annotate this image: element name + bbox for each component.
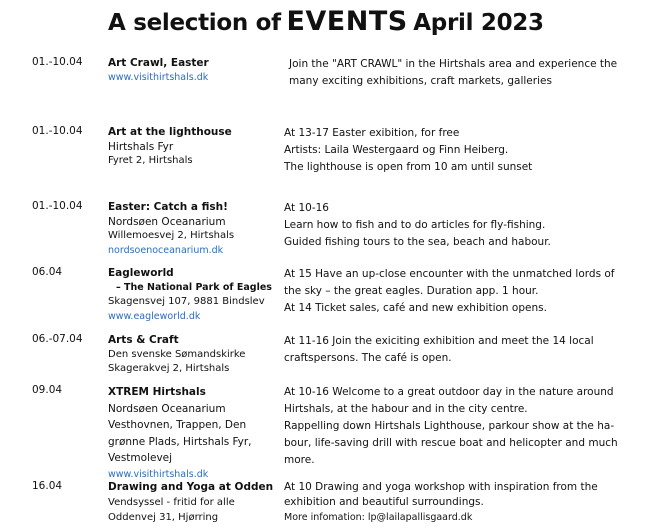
description-line: At 11-16 Join the exiciting exhibition and meet the 14 local	[284, 335, 594, 347]
description-line: At 10-16 Welcome to a great outdoor day in the nature around	[284, 386, 614, 398]
venue-name: Nordsøen Oceanarium	[108, 215, 226, 228]
description-line: Artists: Laila Westergaard og Finn Heiberg.	[284, 144, 509, 156]
event-link[interactable]: www.visithirtshals.dk	[108, 71, 209, 83]
event-venue	[108, 125, 278, 169]
description-line: Learn how to fish and to do articles for fly-fishing.	[284, 219, 546, 231]
event-date: 01.-10.04	[32, 56, 83, 68]
event-description	[284, 333, 644, 367]
venue-name: Vendsyssel - fritid for alle	[108, 497, 235, 508]
event-venue	[108, 266, 278, 324]
event-link[interactable]: www.visithirtshals.dk	[108, 468, 209, 480]
description-line: many exciting exhibitions, craft markets, galleries	[289, 75, 552, 87]
event-contact: More infomation: lp@lailapallisgaard.dk	[284, 512, 473, 523]
description-line: Join the "ART CRAWL" in the Hirtshals area and experience the	[289, 58, 618, 70]
event-venue	[108, 333, 278, 377]
description-line: At 10-16	[284, 202, 329, 214]
description-line: At 13-17 Easter exibition, for free	[284, 127, 460, 139]
title-part-1: A selection of	[108, 10, 281, 36]
venue-address: Fyret 2, Hirtshals	[108, 155, 193, 166]
venue-address: Willemoesvej 2, Hirtshals	[108, 230, 235, 241]
description-line: Guided fishing tours to the sea, beach and habour.	[284, 236, 551, 248]
description-line: At 14 Ticket sales, café and new exhibition opens.	[284, 302, 547, 314]
event-venue	[108, 56, 278, 85]
venue-line: Vestmolevej	[108, 452, 173, 464]
event-name: Easter: Catch a fish!	[108, 201, 228, 213]
description-line: Rappelling down Hirtshals Lighthouse, parkour show at the ha-	[284, 420, 615, 432]
event-venue	[108, 480, 278, 525]
venue-name: Den svenske Sømandskirke	[108, 348, 246, 360]
venue-address: Skagerakvej 2, Hirtshals	[108, 363, 230, 374]
event-name: Eagleworld	[108, 267, 174, 279]
description-line: exhibition and beautiful surroundings.	[284, 496, 484, 508]
description-line: bour, life-saving drill with rescue boat and helicopter and much	[284, 437, 618, 449]
event-description	[284, 384, 644, 469]
event-name: Arts & Craft	[108, 334, 179, 346]
venue-line: Vesthovnen, Trappen, Den	[108, 419, 247, 431]
event-link[interactable]: nordsoenoceanarium.dk	[108, 244, 224, 256]
event-date: 01.-10.04	[32, 125, 83, 137]
event-name: Art at the lighthouse	[108, 126, 232, 138]
event-description	[284, 125, 644, 176]
event-venue	[108, 384, 278, 483]
event-description	[284, 266, 644, 317]
description-line: At 15 Have an up-close encounter with the unmatched lords of	[284, 268, 615, 280]
description-line: Hirtshals, at the habour and in the city centre.	[284, 403, 528, 415]
event-description	[289, 56, 649, 90]
event-date: 16.04	[32, 480, 63, 492]
event-date: 09.04	[32, 384, 63, 396]
venue-line: grønne Plads, Hirtshals Fyr,	[108, 435, 252, 448]
event-description	[284, 480, 644, 525]
event-subtitle: – The National Park of Eagles	[116, 281, 272, 293]
event-date: 01.-10.04	[32, 200, 83, 212]
description-line: craftspersons. The café is open.	[284, 352, 452, 364]
description-line: the sky – the great eagles. Duration app. 1 hour.	[284, 285, 539, 297]
venue-address: Skagensvej 107, 9881 Bindslev	[108, 296, 265, 307]
description-line: The lighthouse is open from 10 am until sunset	[284, 161, 533, 173]
title-events: EVENTS	[286, 6, 408, 37]
event-name: XTREM Hirtshals	[108, 386, 206, 398]
description-line: At 10 Drawing and yoga workshop with inspiration from the	[284, 481, 598, 493]
event-date: 06.-07.04	[32, 333, 83, 345]
venue-line: Nordsøen Oceanarium	[108, 402, 226, 415]
event-description	[284, 200, 644, 251]
title-month: April 2023	[413, 10, 544, 36]
event-date: 06.04	[32, 266, 63, 278]
event-name: Art Crawl, Easter	[108, 57, 209, 69]
description-line: more.	[284, 454, 315, 466]
event-venue	[108, 200, 278, 258]
event-link[interactable]: www.eagleworld.dk	[108, 310, 201, 322]
event-name: Drawing and Yoga at Odden	[108, 481, 274, 493]
venue-name: Hirtshals Fyr	[108, 140, 174, 153]
venue-address: Oddenvej 31, Hjørring	[108, 512, 219, 523]
page-title	[108, 6, 544, 37]
